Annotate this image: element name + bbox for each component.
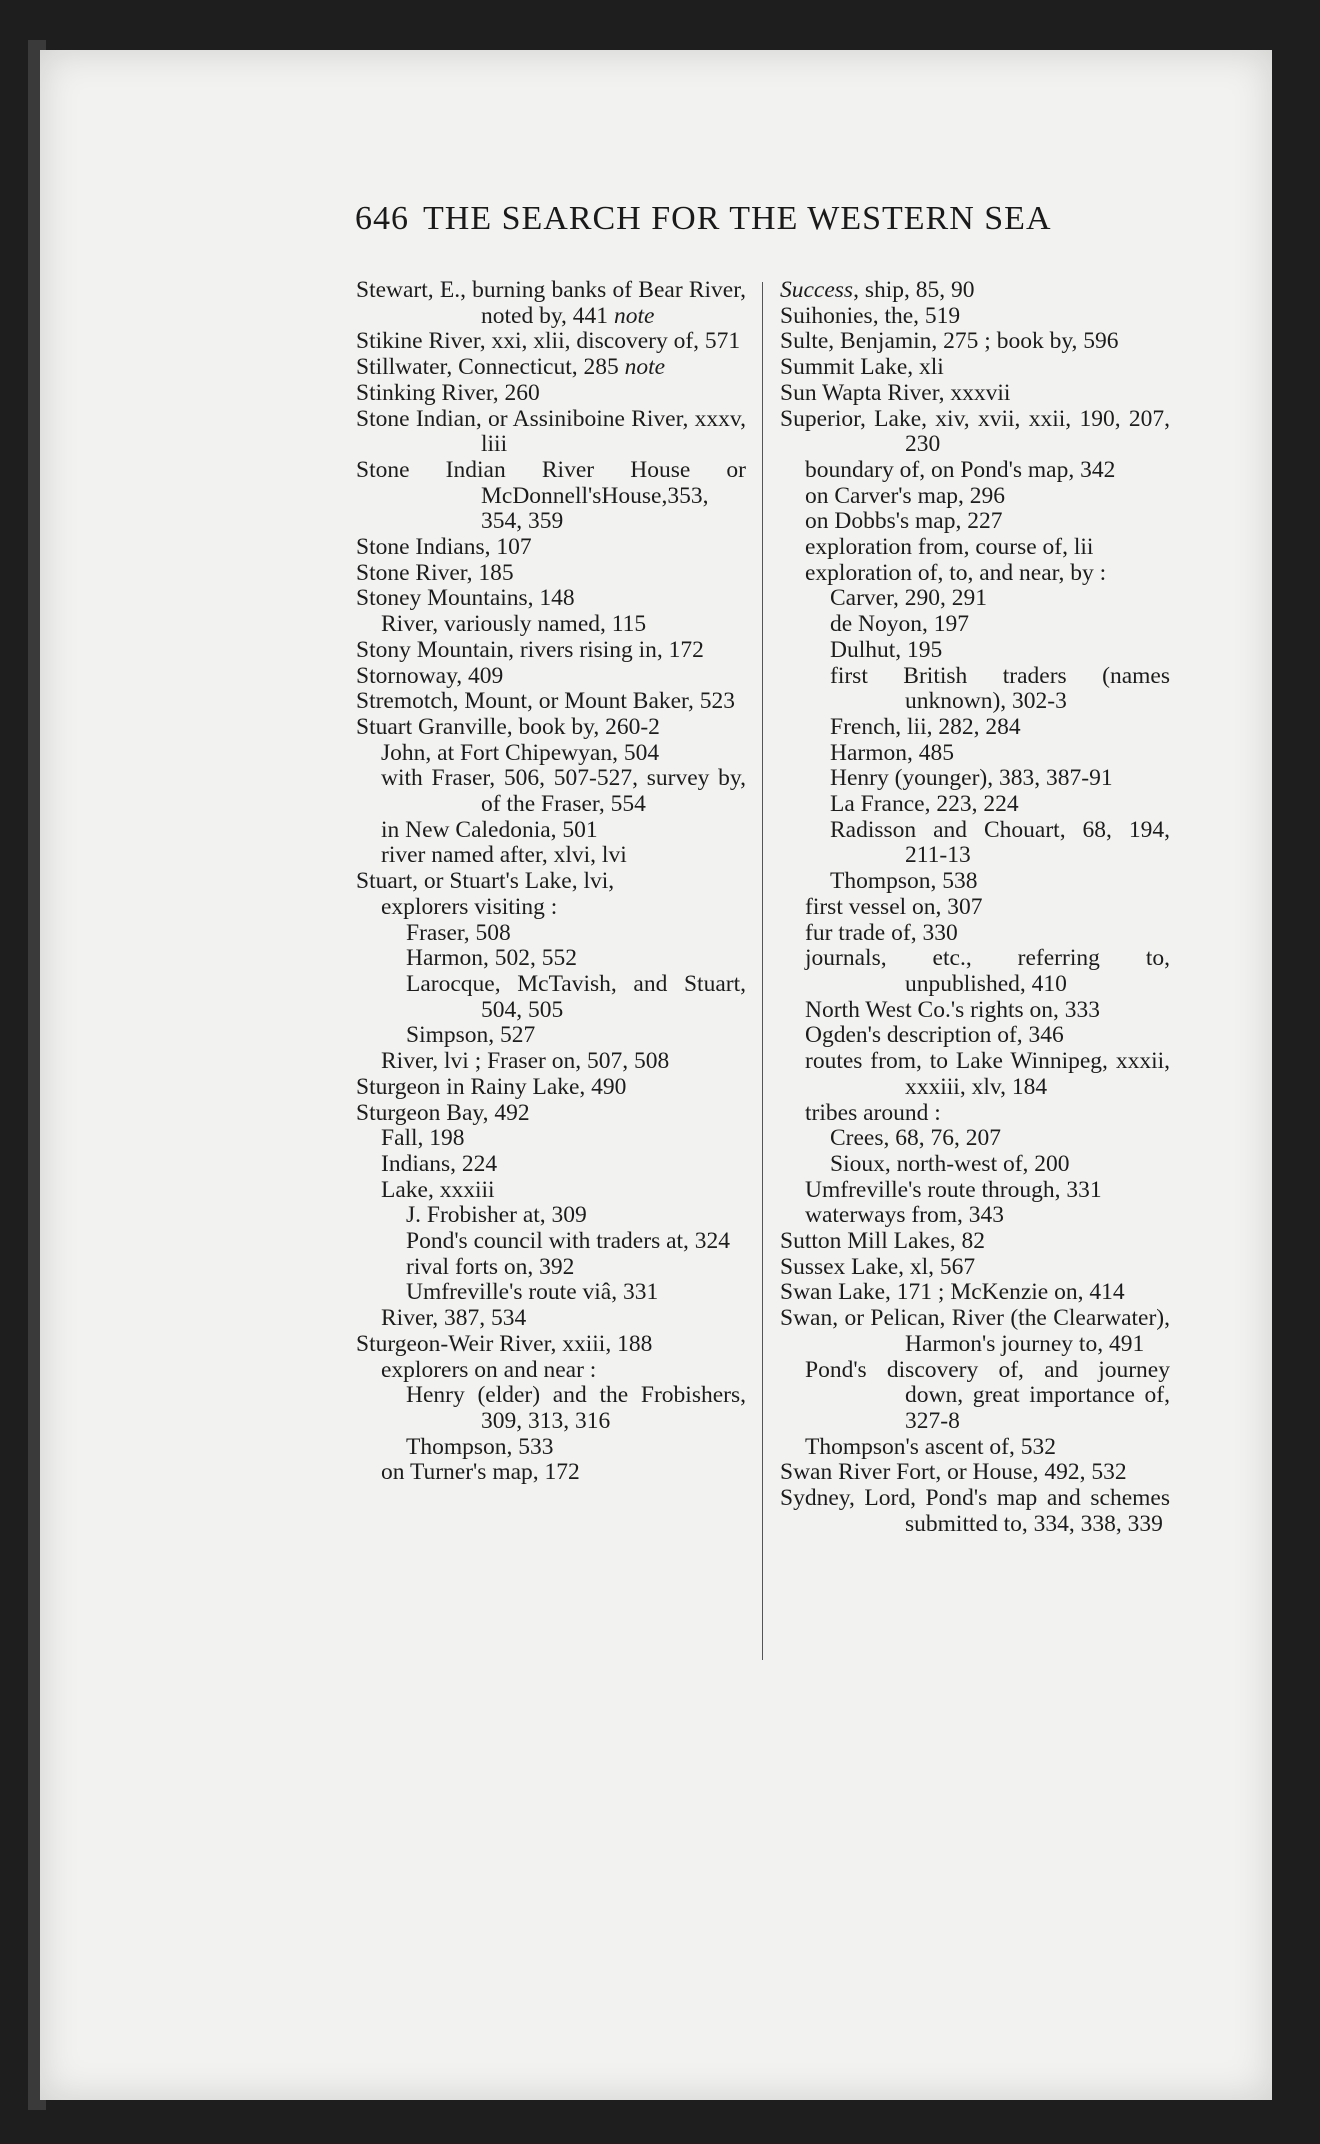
index-entry-text: Fraser, 508 — [406, 919, 511, 946]
index-entry-text: first vessel on, 307 — [805, 893, 983, 920]
index-entry — [356, 561, 746, 587]
index-entry-text: Sutton Mill Lakes, 82 — [780, 1228, 985, 1255]
index-entry — [356, 972, 746, 1023]
index-column-right — [780, 278, 1170, 1537]
index-entry-text: Pond's council with traders at, 324 — [406, 1228, 731, 1255]
index-entry-text: fur trade of, 330 — [805, 919, 958, 946]
index-entry — [356, 1358, 746, 1384]
index-entry — [356, 355, 746, 381]
index-entry-text: tribes around : — [805, 1099, 941, 1126]
index-entry — [356, 1460, 746, 1486]
index-entry — [780, 1280, 1170, 1306]
index-entry — [780, 304, 1170, 330]
index-entry — [780, 998, 1170, 1024]
index-entry — [780, 1229, 1170, 1255]
index-entry-text: Fall, 198 — [381, 1125, 465, 1152]
index-entry-text: La France, 223, 224 — [830, 791, 1019, 818]
index-entry-text: Stremotch, Mount, or Mount Baker, 523 — [356, 688, 735, 715]
index-entry — [356, 1383, 746, 1434]
index-entry-text: Stuart, or Stuart's Lake, lvi, — [356, 868, 615, 895]
index-entry-text: Thompson's ascent of, 532 — [805, 1433, 1056, 1460]
index-entry-text: Sulte, Benjamin, 275 ; book by, 596 — [780, 328, 1119, 355]
index-entry — [780, 612, 1170, 638]
index-entry — [780, 869, 1170, 895]
index-entry — [780, 1460, 1170, 1486]
index-entry-text: North West Co.'s rights on, 333 — [805, 996, 1101, 1023]
index-entry-text: French, lii, 282, 284 — [830, 713, 1021, 740]
index-entry — [356, 1255, 746, 1281]
index-entry — [356, 1306, 746, 1332]
index-entry — [780, 278, 1170, 304]
index-entry-text: Stornoway, 409 — [356, 662, 504, 689]
index-entry-text: Henry (younger), 383, 387-91 — [830, 765, 1113, 792]
index-entry — [780, 638, 1170, 664]
index-entry — [780, 766, 1170, 792]
index-entry-text: Stone Indians, 107 — [356, 534, 532, 561]
index-entry — [780, 1023, 1170, 1049]
index-entry — [356, 921, 746, 947]
page-number: 646 — [355, 200, 409, 237]
index-entry-text: on Turner's map, 172 — [381, 1459, 580, 1486]
index-entry-text: Sussex Lake, xl, 567 — [780, 1253, 976, 1280]
index-entry — [780, 1306, 1170, 1357]
index-entry — [780, 535, 1170, 561]
index-entry — [780, 1358, 1170, 1435]
index-entry — [780, 1486, 1170, 1537]
index-entry-text: Stone River, 185 — [356, 559, 514, 586]
index-entry-text: Sturgeon Bay, 492 — [356, 1099, 530, 1126]
index-entry-text: Swan, or Pelican, River (the Clearwater), Harmon's journey to, 491 — [780, 1305, 1170, 1357]
index-entry — [356, 535, 746, 561]
index-entry-text: exploration of, to, and near, by : — [805, 559, 1107, 586]
index-entry-italic: Success — [780, 277, 854, 303]
index-entry — [356, 895, 746, 921]
index-entry-text: J. Frobisher at, 309 — [406, 1202, 587, 1229]
index-entry — [780, 715, 1170, 741]
index-entry — [356, 1049, 746, 1075]
index-entry-text: Carver, 290, 291 — [830, 585, 987, 612]
index-entry — [780, 1126, 1170, 1152]
index-entry-text: Umfreville's route through, 331 — [805, 1176, 1102, 1203]
index-entry-text: John, at Fort Chipewyan, 504 — [381, 739, 660, 766]
index-entry-text: rival forts on, 392 — [406, 1253, 575, 1280]
index-entry — [356, 1203, 746, 1229]
index-entry-text: River, variously named, 115 — [381, 611, 647, 638]
index-entry — [356, 278, 746, 329]
index-entry-text: explorers on and near : — [381, 1356, 597, 1383]
index-entry-text: Stone Indian, or Assiniboine River, xxxv, liii — [356, 405, 746, 458]
index-entry-text: Pond's discovery of, and journey down, great importance of, 327-8 — [805, 1356, 1170, 1434]
index-entry-text: Larocque, McTavish, and Stuart, 504, 505 — [406, 970, 746, 1023]
index-entry — [780, 921, 1170, 947]
index-entry-text: Stinking River, 260 — [356, 379, 540, 406]
index-entry — [356, 1280, 746, 1306]
index-entry-text: Sioux, north-west of, 200 — [830, 1150, 1070, 1177]
index-entry-text: routes from, to Lake Winnipeg, xxxii, xxxiii, xlv, 184 — [805, 1048, 1170, 1100]
index-entry — [356, 869, 746, 895]
index-entry-text: Stoney Mountains, 148 — [356, 585, 575, 612]
index-entry-text: Sturgeon in Rainy Lake, 490 — [356, 1073, 627, 1100]
index-entry — [356, 458, 746, 535]
index-entry — [780, 407, 1170, 458]
index-entry-text: boundary of, on Pond's map, 342 — [805, 456, 1116, 483]
index-entry — [780, 561, 1170, 587]
index-entry — [356, 1178, 746, 1204]
index-entry — [356, 946, 746, 972]
index-entry — [356, 381, 746, 407]
index-entry — [356, 843, 746, 869]
index-entry-text: Harmon, 485 — [830, 739, 955, 766]
index-entry — [356, 586, 746, 612]
index-entry-text: Umfreville's route viâ, 331 — [406, 1279, 659, 1306]
index-column-left — [356, 278, 746, 1486]
index-entry — [356, 1435, 746, 1461]
index-entry — [780, 946, 1170, 997]
index-entry — [780, 1049, 1170, 1100]
index-entry — [780, 1178, 1170, 1204]
index-entry-text: Stuart Granville, book by, 260-2 — [356, 713, 660, 740]
index-entry-text: Stony Mountain, rivers rising in, 172 — [356, 636, 704, 663]
index-entry-text: waterways from, 343 — [805, 1202, 1005, 1229]
index-entry-text: Stewart, E., burning banks of Bear River, noted by, 441 — [356, 277, 746, 329]
index-entry — [356, 766, 746, 817]
index-entry-text: Henry (elder) and the Frobishers, 309, 313, 316 — [406, 1382, 746, 1434]
index-entry-text: Crees, 68, 76, 207 — [830, 1125, 1002, 1152]
index-entry-text: Summit Lake, xli — [780, 354, 944, 381]
index-entry — [780, 664, 1170, 715]
index-entry-text: Thompson, 538 — [830, 868, 978, 895]
index-entry-text: Superior, Lake, xiv, xvii, xxii, 190, 207, 230 — [780, 405, 1170, 458]
index-entry-text: Harmon, 502, 552 — [406, 945, 578, 972]
index-entry — [780, 329, 1170, 355]
index-entry — [356, 1023, 746, 1049]
index-entry — [780, 895, 1170, 921]
index-entry — [780, 818, 1170, 869]
index-entry-note: note — [613, 302, 655, 329]
index-entry — [356, 664, 746, 690]
index-entry — [356, 407, 746, 458]
index-entry — [356, 612, 746, 638]
index-entry-text: Lake, xxxiii — [381, 1176, 495, 1203]
index-entry — [780, 484, 1170, 510]
index-entry — [780, 1152, 1170, 1178]
index-entry-text: Dulhut, 195 — [830, 636, 943, 663]
index-entry — [356, 329, 746, 355]
column-divider — [762, 282, 763, 1660]
index-entry — [356, 1126, 746, 1152]
index-entry — [780, 458, 1170, 484]
index-entry-text: with Fraser, 506, 507-527, survey by, of the Fraser, 554 — [381, 765, 746, 818]
index-entry-text: Stikine River, xxi, xlii, discovery of, 571 — [356, 328, 741, 355]
index-entry — [780, 1255, 1170, 1281]
index-entry — [356, 1152, 746, 1178]
index-entry — [780, 509, 1170, 535]
index-entry-text: first British traders (names unknown), 302-3 — [830, 662, 1170, 715]
index-entry-text: Radisson and Chouart, 68, 194, 211-13 — [830, 816, 1170, 869]
index-entry — [356, 638, 746, 664]
index-entry — [780, 586, 1170, 612]
index-entry-text: on Dobbs's map, 227 — [805, 508, 1003, 535]
index-entry-text: Ogden's description of, 346 — [805, 1022, 1064, 1049]
index-entry — [780, 381, 1170, 407]
index-entry-text: Stillwater, Connecticut, 285 — [356, 354, 625, 381]
index-entry — [780, 1435, 1170, 1461]
index-entry-text: in New Caledonia, 501 — [381, 816, 598, 843]
index-entry-note: note — [624, 354, 666, 381]
index-entry-text: Swan River Fort, or House, 492, 532 — [780, 1459, 1127, 1486]
index-entry — [780, 792, 1170, 818]
index-entry — [356, 689, 746, 715]
index-entry-text: journals, etc., referring to, unpublished, 410 — [805, 945, 1170, 997]
index-entry-text: Thompson, 533 — [406, 1433, 554, 1460]
index-entry-text: on Carver's map, 296 — [805, 482, 1006, 509]
index-entry — [780, 1203, 1170, 1229]
running-header — [355, 200, 1175, 238]
index-entry-text: Sun Wapta River, xxxvii — [780, 379, 1011, 406]
index-entry-text: , ship, 85, 90 — [853, 277, 975, 303]
index-entry — [356, 741, 746, 767]
index-entry-text: Stone Indian River House or McDonnell'sHouse,353, 354, 359 — [356, 456, 746, 535]
index-entry — [780, 1101, 1170, 1127]
index-entry-text: Simpson, 527 — [406, 1022, 536, 1049]
index-entry-text: River, lvi ; Fraser on, 507, 508 — [381, 1048, 670, 1075]
index-entry — [356, 1075, 746, 1101]
index-entry-text: de Noyon, 197 — [830, 611, 970, 638]
index-entry-text: exploration from, course of, lii — [805, 534, 1094, 561]
index-entry — [780, 355, 1170, 381]
index-entry — [356, 715, 746, 741]
index-entry — [356, 1101, 746, 1127]
index-entry — [356, 818, 746, 844]
index-entry-text: Sydney, Lord, Pond's map and schemes submitted to, 334, 338, 339 — [780, 1485, 1170, 1537]
index-entry-text: river named after, xlvi, lvi — [381, 842, 627, 869]
index-entry-text: Sturgeon-Weir River, xxiii, 188 — [356, 1330, 653, 1357]
index-entry-text: River, 387, 534 — [381, 1305, 527, 1332]
running-head-title: THE SEARCH FOR THE WESTERN SEA — [423, 200, 1052, 237]
index-entry-text: explorers visiting : — [381, 893, 558, 920]
index-entry-text: Swan Lake, 171 ; McKenzie on, 414 — [780, 1279, 1125, 1306]
index-entry — [780, 741, 1170, 767]
index-entry-text: Suihonies, the, 519 — [780, 302, 961, 329]
index-entry-text: Indians, 224 — [381, 1150, 498, 1177]
index-entry — [356, 1332, 746, 1358]
index-entry — [356, 1229, 746, 1255]
